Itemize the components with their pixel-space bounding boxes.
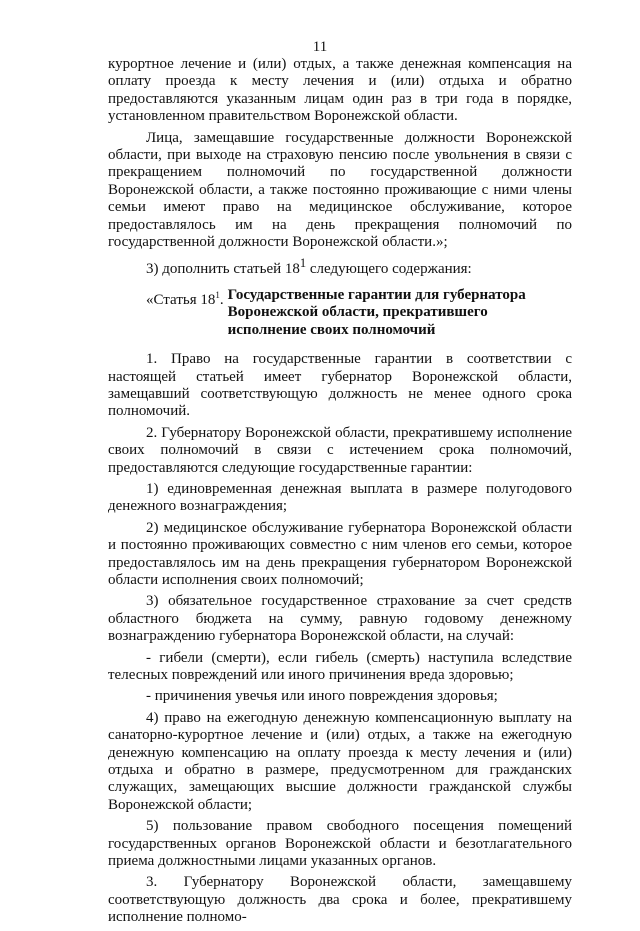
article-heading: [108, 287, 572, 339]
subclause-5: 5) пользование правом свободного посещения помещений государственных органов Воронежской области и безотлагательного приема должностными лицами указанных органов.: [108, 818, 572, 870]
document-body: [108, 56, 572, 931]
amendment-tail: следующего содержания:: [306, 261, 472, 278]
subclause-2: 2) медицинское обслуживание губернатора Воронежской области и постоянно проживающих совместно с ним членов его семьи, которое предоставлялось им на день прекращения губернатором Воронежской области исполнения своих полномочий;: [108, 519, 572, 588]
subclause-3-dash-a: - гибели (смерти), если гибель (смерть) наступила вследствие телесных повреждений или иного причинения вреда здоровью;: [108, 649, 572, 683]
clause-1: 1. Право на государственные гарантии в соответствии с настоящей статьей имеет губернатор Воронежской области, замещавший соответствующую должность не менее одного срока полномочий.: [108, 351, 572, 420]
article-title: [224, 287, 558, 339]
amendment-text: 3) дополнить статьей 18: [146, 261, 300, 278]
article-title-line1: Государственные гарантии для губернатора: [227, 286, 526, 303]
clause-2: 2. Губернатору Воронежской области, прекратившему исполнение своих полномочий в связи с истечением срока полномочий, предоставляются следующие государственные гарантии:: [108, 424, 572, 476]
subclause-1: 1) единовременная денежная выплата в размере полугодового денежного вознаграждения;: [108, 480, 572, 515]
page-number: 11: [312, 39, 328, 55]
amendment-superscript: 1: [299, 256, 307, 271]
subclause-3: 3) обязательное государственное страхование за счет средств областного бюджета на сумму, равную годовому денежному вознаграждению губернатора Воронежской области, на случай:: [108, 593, 572, 645]
article-lead-dot: .: [219, 291, 224, 308]
article-title-line2: Воронежской области, прекратившего исполнение своих полномочий: [227, 304, 488, 338]
article-lead-superscript: 1: [215, 289, 220, 300]
paragraph-continuation: курортное лечение и (или) отдых, а также денежная компенсация на оплату проезда к месту лечения и (или) отдыха и обратно предоставляются указанным лицам один раз в три года в порядке, установленном правительством Воронежской области.: [108, 56, 572, 125]
paragraph-former-officials: Лица, замещавшие государственные должности Воронежской области, при выходе на страховую пенсию после увольнения в связи с прекращением полномочий по государственной должности Воронежской области, а также постоянно проживающие с ними члены семьи имеют право на медицинское обслуживание, которое предоставлялось им на день прекращения полномочий по государственной должности Воронежской области.»;: [108, 129, 572, 251]
article-lead: [108, 287, 224, 339]
article-lead-text: «Статья 18: [146, 291, 216, 308]
subclause-4: 4) право на ежегодную денежную компенсационную выплату на санаторно-курортное лечение и (или) отдых, а также на ежегодную денежную компенсацию на оплату проезда к месту лечения и (или) отдыха и обратно в размере, предусмотренном для гражданских служащих, замещающих высшие должности гражданской службы Воронежской области;: [108, 709, 572, 813]
clause-3: 3. Губернатору Воронежской области, замещавшему соответствующую должность два срока и более, прекратившему исполнение полномо-: [108, 874, 572, 926]
paragraph-amendment: [108, 255, 572, 278]
subclause-3-dash-b: - причинения увечья или иного повреждения здоровья;: [146, 688, 498, 705]
